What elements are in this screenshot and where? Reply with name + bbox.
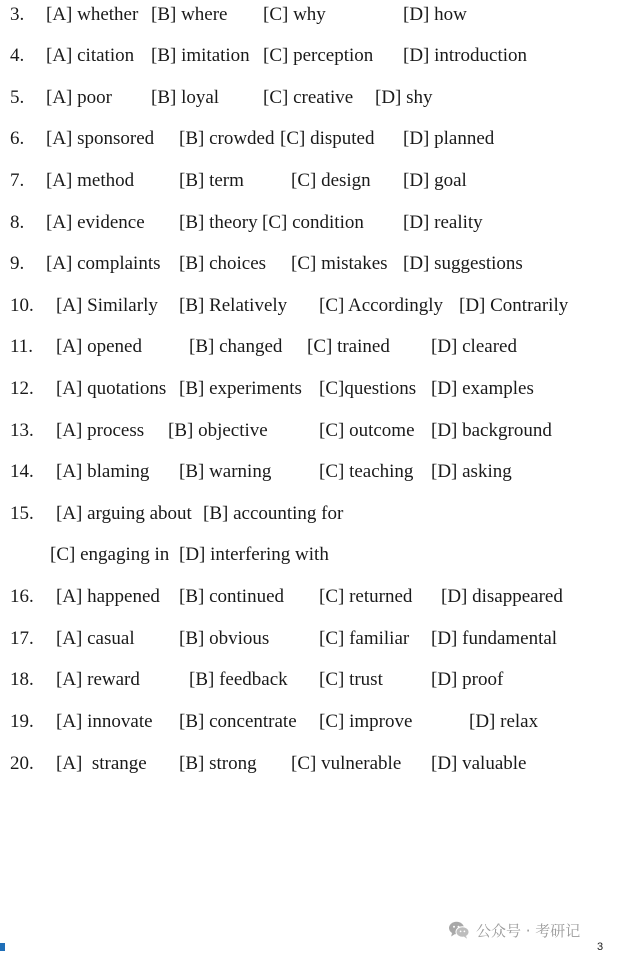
option-a: [A] happened <box>56 586 160 607</box>
option-c: [C] trust <box>319 669 383 690</box>
question-number: 6. <box>10 128 25 149</box>
option-c: [C] outcome <box>319 420 415 441</box>
option-c: [C] familiar <box>319 628 410 649</box>
question-number: 11. <box>10 336 34 357</box>
option-a: [A] sponsored <box>46 128 155 149</box>
option-d: [D] planned <box>403 128 495 149</box>
option-c: [C] why <box>263 4 326 25</box>
option-d: [D] examples <box>431 378 534 399</box>
option-c: [C]questions <box>319 378 417 399</box>
question-row <box>0 85 622 111</box>
question-row <box>0 126 622 152</box>
question-row <box>0 459 622 485</box>
option-d: [D] shy <box>375 87 433 108</box>
option-c: [C] mistakes <box>291 253 388 274</box>
edge-marker <box>0 943 5 951</box>
option-c: [C] returned <box>319 586 413 607</box>
option-a: [A] poor <box>46 87 112 108</box>
question-number: 20. <box>10 753 34 774</box>
question-row <box>0 751 622 777</box>
option-a: [A] strange <box>56 753 147 774</box>
option-c: [C] perception <box>263 45 374 66</box>
option-a: [A] reward <box>56 669 140 690</box>
wechat-icon <box>448 920 470 940</box>
option-b: [B] choices <box>179 253 267 274</box>
question-number: 8. <box>10 212 25 233</box>
option-c: [C] engaging in <box>50 544 170 565</box>
question-row <box>0 584 622 610</box>
option-d: [D] reality <box>403 212 483 233</box>
question-row <box>0 334 622 360</box>
question-row <box>0 210 622 236</box>
option-c: [C] creative <box>263 87 354 108</box>
option-d: [D] asking <box>431 461 512 482</box>
question-number: 7. <box>10 170 25 191</box>
option-d: [D] background <box>431 420 552 441</box>
question-number: 5. <box>10 87 25 108</box>
option-a: [A] whether <box>46 4 139 25</box>
option-d: [D] valuable <box>431 753 527 774</box>
question-row <box>0 168 622 194</box>
option-b: [B] term <box>179 170 244 191</box>
option-a: [A] innovate <box>56 711 153 732</box>
option-b: [B] obvious <box>179 628 270 649</box>
question-row-continuation <box>0 542 622 568</box>
question-row <box>0 626 622 652</box>
option-d: [D] relax <box>469 711 539 732</box>
option-d: [D] introduction <box>403 45 528 66</box>
option-c: [C] condition <box>262 212 364 233</box>
option-a: [A] blaming <box>56 461 150 482</box>
watermark-text: 公众号 · 考研记 <box>476 921 581 940</box>
option-b: [B] continued <box>179 586 285 607</box>
option-b: [B] objective <box>168 420 268 441</box>
option-b: [B] warning <box>179 461 272 482</box>
option-a: [A] quotations <box>56 378 167 399</box>
option-a: [A] casual <box>56 628 135 649</box>
question-row <box>0 293 622 319</box>
option-c: [C] design <box>291 170 371 191</box>
option-d: [D] disappeared <box>441 586 563 607</box>
option-c: [C] Accordingly <box>319 295 444 316</box>
option-c: [C] improve <box>319 711 413 732</box>
option-b: [B] experiments <box>179 378 302 399</box>
page-number: 3 <box>597 941 604 953</box>
option-b: [B] where <box>151 4 228 25</box>
question-number: 3. <box>10 4 25 25</box>
question-row <box>0 2 622 28</box>
question-number: 10. <box>10 295 34 316</box>
option-d: [D] suggestions <box>403 253 523 274</box>
option-d: [D] fundamental <box>431 628 558 649</box>
option-d: [D] proof <box>431 669 504 690</box>
question-row <box>0 418 622 444</box>
question-number: 4. <box>10 45 25 66</box>
option-c: [C] vulnerable <box>291 753 402 774</box>
watermark <box>448 918 580 942</box>
option-a: [A] opened <box>56 336 142 357</box>
question-row <box>0 43 622 69</box>
option-d: [D] how <box>403 4 467 25</box>
option-c: [C] trained <box>307 336 390 357</box>
question-number: 9. <box>10 253 25 274</box>
question-row <box>0 251 622 277</box>
option-c: [C] teaching <box>319 461 414 482</box>
question-row <box>0 667 622 693</box>
option-a: [A] arguing about <box>56 503 192 524</box>
option-d: [D] cleared <box>431 336 517 357</box>
question-number: 16. <box>10 586 34 607</box>
question-number: 12. <box>10 378 34 399</box>
option-a: [A] complaints <box>46 253 161 274</box>
option-b: [B] imitation <box>151 45 250 66</box>
question-row <box>0 376 622 402</box>
option-a: [A] citation <box>46 45 135 66</box>
question-row <box>0 501 622 527</box>
option-a: [A] method <box>46 170 135 191</box>
question-number: 19. <box>10 711 34 732</box>
option-d: [D] interfering with <box>179 544 329 565</box>
option-b: [B] loyal <box>151 87 220 108</box>
question-number: 13. <box>10 420 34 441</box>
option-b: [B] Relatively <box>179 295 288 316</box>
option-b: [B] crowded <box>179 128 275 149</box>
question-number: 17. <box>10 628 34 649</box>
option-b: [B] theory <box>179 212 258 233</box>
option-c: [C] disputed <box>280 128 375 149</box>
option-b: [B] strong <box>179 753 257 774</box>
question-number: 15. <box>10 503 34 524</box>
option-b: [B] changed <box>189 336 283 357</box>
option-d: [D] Contrarily <box>459 295 569 316</box>
option-b: [B] concentrate <box>179 711 297 732</box>
option-a: [A] Similarly <box>56 295 158 316</box>
option-a: [A] process <box>56 420 145 441</box>
question-number: 18. <box>10 669 34 690</box>
option-d: [D] goal <box>403 170 467 191</box>
option-a: [A] evidence <box>46 212 145 233</box>
question-number: 14. <box>10 461 34 482</box>
option-b: [B] feedback <box>189 669 288 690</box>
question-row <box>0 709 622 735</box>
option-b: [B] accounting for <box>203 503 344 524</box>
